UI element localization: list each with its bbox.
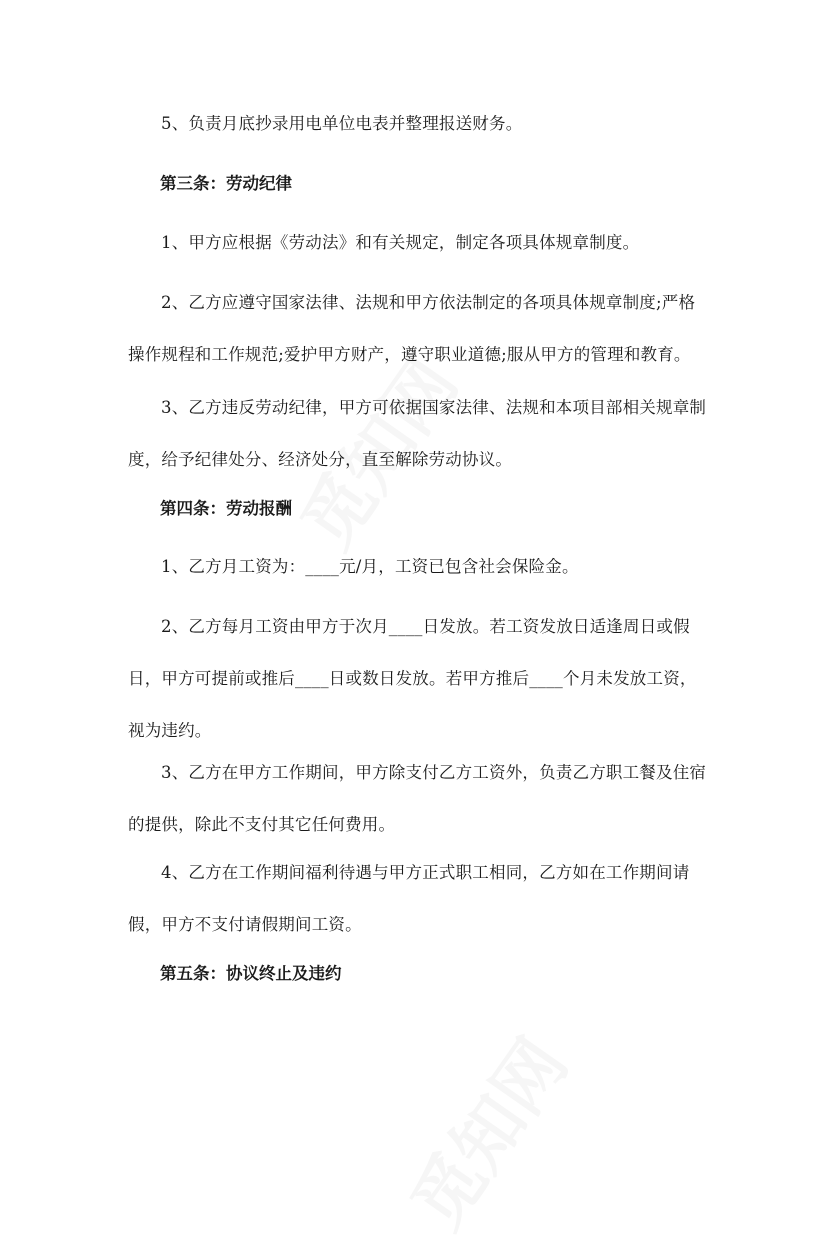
paragraph-3-1: 1、甲方应根据《劳动法》和有关规定，制定各项具体规章制度。 [161,233,640,252]
section-heading-article-3: 第三条：劳动纪律 [160,174,292,193]
paragraph-item-5: 5、负责月底抄录用电单位电表并整理报送财务。 [161,114,523,133]
section-heading-article-5: 第五条：协议终止及违约 [160,964,342,983]
paragraph-3-3: 3、乙方违反劳动纪律，甲方可依据国家法律、法规和本项目部相关规章制度，给予纪律处分、经济处分，直至解除劳动协议。 [128,398,707,469]
paragraph-4-1: 1、乙方月工资为：____元/月，工资已包含社会保险金。 [161,557,579,576]
paragraph-3-2: 2、乙方应遵守国家法律、法规和甲方依法制定的各项具体规章制度;严格操作规程和工作规范;爱护甲方财产，遵守职业道德;服从甲方的管理和教育。 [128,293,696,364]
paragraph-4-2: 2、乙方每月工资由甲方于次月____日发放。若工资发放日适逢周日或假日，甲方可提前或推后____日或数日发放。若甲方推后____个月未发放工资，视为违约。 [128,617,697,740]
paragraph-4-3: 3、乙方在甲方工作期间，甲方除支付乙方工资外，负责乙方职工餐及住宿的提供，除此不支付其它任何费用。 [128,763,707,834]
paragraph-4-4: 4、乙方在工作期间福利待遇与甲方正式职工相同，乙方如在工作期间请假，甲方不支付请假期间工资。 [128,863,690,934]
section-heading-article-4: 第四条：劳动报酬 [160,499,292,518]
watermark [383,1016,586,1245]
